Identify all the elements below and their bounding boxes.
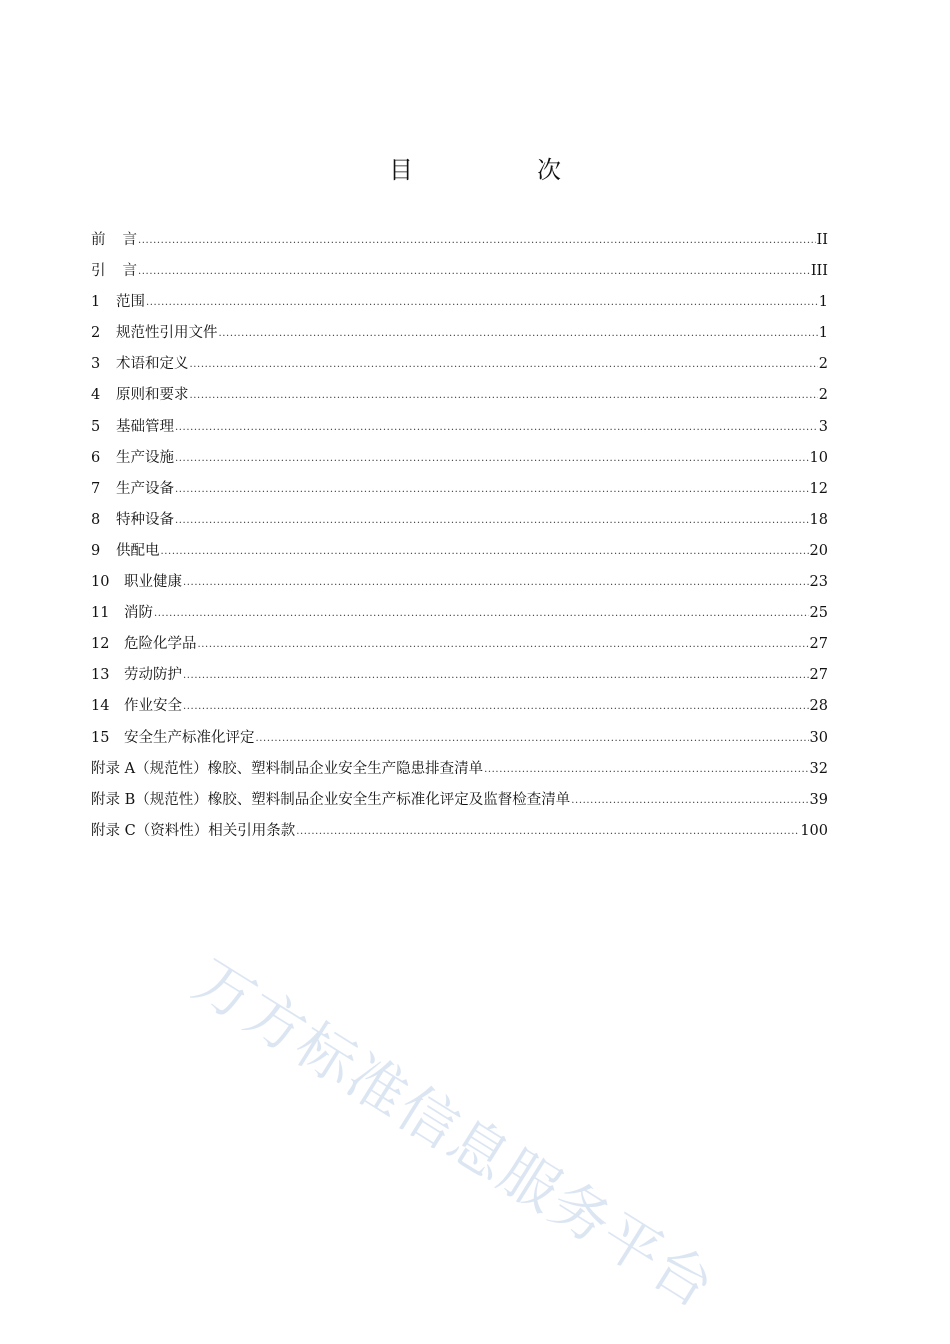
toc-entry-appendix-b[interactable] xyxy=(91,789,828,820)
toc-leader-dots xyxy=(175,417,818,439)
toc-entry-page: 18 xyxy=(809,511,828,528)
toc-entry-11[interactable] xyxy=(91,602,828,633)
toc-entry-number: 8 xyxy=(91,511,101,528)
toc-entry-label: 附录 A（规范性）橡胶、塑料制品企业安全生产隐患排查清单 xyxy=(91,760,484,777)
toc-entry-page: 12 xyxy=(809,480,828,497)
toc-entry-page: 3 xyxy=(818,418,828,435)
toc-entry-number: 14 xyxy=(91,698,110,715)
toc-entry-label: 生产设备 xyxy=(116,480,174,497)
toc-leader-dots xyxy=(138,261,810,283)
toc-entry-number: 13 xyxy=(91,667,110,684)
toc-entry-page: 30 xyxy=(809,729,828,746)
toc-entry-label: 供配电 xyxy=(116,542,160,559)
toc-entry-page: 100 xyxy=(800,822,828,839)
toc-entry-15[interactable] xyxy=(91,727,828,758)
toc-leader-dots xyxy=(256,728,809,750)
toc-leader-dots xyxy=(146,292,818,314)
toc-entry-label: 危险化学品 xyxy=(124,636,197,653)
toc-entry-label: 附录 C（资料性）相关引用条款 xyxy=(91,822,296,839)
toc-leader-dots xyxy=(154,603,809,625)
toc-entry-number: 5 xyxy=(91,418,101,435)
toc-entry-appendix-c[interactable] xyxy=(91,820,828,851)
toc-entry-number: 11 xyxy=(91,605,110,622)
toc-leader-dots xyxy=(138,230,816,252)
table-of-contents xyxy=(91,229,828,851)
toc-entry-12[interactable] xyxy=(91,633,828,664)
toc-leader-dots xyxy=(484,759,808,781)
toc-entry-label: 原则和要求 xyxy=(116,387,189,404)
toc-leader-dots xyxy=(296,821,799,843)
toc-entry-page: 28 xyxy=(809,698,828,715)
toc-entry-label: 生产设施 xyxy=(116,449,174,466)
toc-entry-number: 6 xyxy=(91,449,101,466)
toc-entry-6[interactable] xyxy=(91,447,828,478)
toc-entry-7[interactable] xyxy=(91,478,828,509)
toc-entry-label: 前言 xyxy=(91,232,154,248)
toc-entry-3[interactable] xyxy=(91,353,828,384)
toc-leader-dots xyxy=(219,323,818,345)
toc-entry-14[interactable] xyxy=(91,695,828,726)
toc-entry-preface[interactable] xyxy=(91,229,828,260)
toc-entry-introduction[interactable] xyxy=(91,260,828,291)
toc-leader-dots xyxy=(198,634,809,656)
toc-entry-number: 7 xyxy=(91,480,101,497)
toc-entry-number: 4 xyxy=(91,387,101,404)
toc-entry-number: 12 xyxy=(91,636,110,653)
toc-entry-number: 2 xyxy=(91,325,101,342)
toc-leader-dots xyxy=(190,385,818,407)
toc-entry-page: 23 xyxy=(809,574,828,591)
toc-entry-label: 规范性引用文件 xyxy=(116,325,218,342)
toc-entry-number: 9 xyxy=(91,542,101,559)
toc-entry-number: 3 xyxy=(91,356,101,373)
toc-leader-dots xyxy=(183,665,809,687)
toc-entry-page: 27 xyxy=(809,636,828,653)
toc-entry-page: 25 xyxy=(809,605,828,622)
toc-leader-dots xyxy=(183,696,809,718)
toc-leader-dots xyxy=(175,448,809,470)
toc-entry-page: III xyxy=(810,263,828,280)
toc-entry-page: 1 xyxy=(818,325,828,342)
watermark: 万方标准信息服务平台 xyxy=(182,946,727,1322)
toc-entry-10[interactable] xyxy=(91,571,828,602)
toc-leader-dots xyxy=(183,572,809,594)
toc-leader-dots xyxy=(175,510,809,532)
toc-leader-dots xyxy=(175,479,809,501)
toc-entry-page: 39 xyxy=(809,791,828,808)
toc-entry-4[interactable] xyxy=(91,384,828,415)
toc-entry-5[interactable] xyxy=(91,416,828,447)
toc-entry-label: 作业安全 xyxy=(124,698,182,715)
toc-entry-2[interactable] xyxy=(91,322,828,353)
toc-entry-number: 15 xyxy=(91,729,110,746)
toc-entry-page: 2 xyxy=(818,356,828,373)
toc-entry-13[interactable] xyxy=(91,664,828,695)
toc-entry-page: 32 xyxy=(809,760,828,777)
toc-entry-label: 安全生产标准化评定 xyxy=(124,729,255,746)
toc-leader-dots xyxy=(190,354,818,376)
toc-entry-label: 范围 xyxy=(116,294,145,311)
page-title: 目 次 xyxy=(389,156,611,184)
toc-entry-page: 2 xyxy=(818,387,828,404)
toc-entry-page: 27 xyxy=(809,667,828,684)
toc-entry-page: 1 xyxy=(818,294,828,311)
toc-leader-dots xyxy=(571,790,808,812)
toc-entry-page: II xyxy=(816,232,828,248)
toc-entry-9[interactable] xyxy=(91,540,828,571)
toc-entry-appendix-a[interactable] xyxy=(91,758,828,789)
toc-entry-label: 消防 xyxy=(124,605,153,622)
toc-entry-label: 劳动防护 xyxy=(124,667,182,684)
toc-entry-label: 附录 B（规范性）橡胶、塑料制品企业安全生产标准化评定及监督检查清单 xyxy=(91,791,571,808)
toc-entry-label: 职业健康 xyxy=(124,574,182,591)
toc-entry-1[interactable] xyxy=(91,291,828,322)
toc-entry-label: 特种设备 xyxy=(116,511,174,528)
toc-entry-page: 20 xyxy=(809,542,828,559)
toc-entry-label: 基础管理 xyxy=(116,418,174,435)
toc-entry-label: 引言 xyxy=(91,263,154,280)
toc-entry-page: 10 xyxy=(809,449,828,466)
toc-entry-number: 10 xyxy=(91,574,110,591)
toc-entry-label: 术语和定义 xyxy=(116,356,189,373)
toc-entry-8[interactable] xyxy=(91,509,828,540)
toc-leader-dots xyxy=(161,541,809,563)
toc-entry-number: 1 xyxy=(91,294,101,311)
